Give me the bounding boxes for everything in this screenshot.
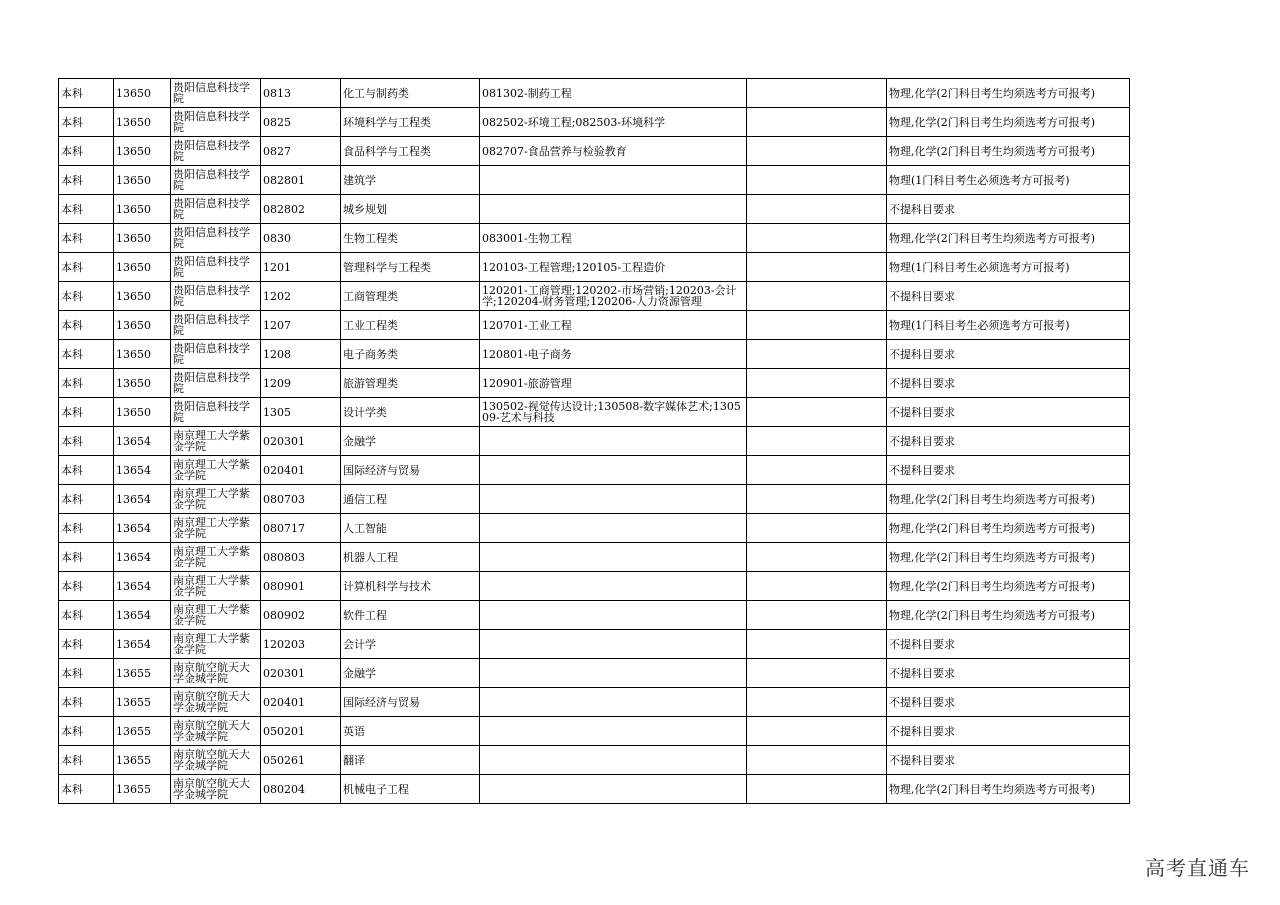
school-name-cell: 南京理工大学紫金学院 [171,485,261,514]
major-name-cell: 通信工程 [341,485,480,514]
school-code-cell: 13650 [114,282,171,311]
sub-majors-cell [480,195,747,224]
school-name-cell: 贵阳信息科技学院 [171,79,261,108]
school-name-cell: 贵阳信息科技学院 [171,398,261,427]
level-cell: 本科 [59,224,114,253]
table-row [59,746,1130,775]
school-name-cell: 贵阳信息科技学院 [171,253,261,282]
note-cell [747,543,887,572]
major-code-cell: 020301 [261,659,341,688]
major-name-cell: 城乡规划 [341,195,480,224]
level-cell: 本科 [59,514,114,543]
subject-requirement-cell: 物理,化学(2门科目考生均须选考方可报考) [887,224,1130,253]
table-row [59,108,1130,137]
major-code-cell: 080717 [261,514,341,543]
subject-requirement-cell: 物理,化学(2门科目考生均须选考方可报考) [887,79,1130,108]
major-name-cell: 金融学 [341,659,480,688]
note-cell [747,746,887,775]
major-name-cell: 电子商务类 [341,340,480,369]
level-cell: 本科 [59,340,114,369]
school-code-cell: 13650 [114,253,171,282]
school-name-cell: 贵阳信息科技学院 [171,195,261,224]
sub-majors-cell: 120801-电子商务 [480,340,747,369]
subject-requirement-cell: 不提科目要求 [887,427,1130,456]
table-row [59,282,1130,311]
school-code-cell: 13650 [114,195,171,224]
subject-requirement-cell: 物理,化学(2门科目考生均须选考方可报考) [887,485,1130,514]
admission-requirements-table [58,78,1130,804]
subject-requirement-cell: 不提科目要求 [887,369,1130,398]
sub-majors-cell: 120201-工商管理;120202-市场营销;120203-会计学;120204-财务管理;120206-人力资源管理 [480,282,747,311]
school-name-cell: 贵阳信息科技学院 [171,224,261,253]
sub-majors-cell [480,456,747,485]
note-cell [747,456,887,485]
subject-requirement-cell: 不提科目要求 [887,630,1130,659]
school-code-cell: 13650 [114,311,171,340]
subject-requirement-cell: 物理,化学(2门科目考生均须选考方可报考) [887,601,1130,630]
table-row [59,485,1130,514]
table-row [59,166,1130,195]
table-row [59,79,1130,108]
subject-requirement-cell: 不提科目要求 [887,456,1130,485]
school-name-cell: 南京航空航天大学金城学院 [171,659,261,688]
major-code-cell: 1207 [261,311,341,340]
school-name-cell: 贵阳信息科技学院 [171,108,261,137]
sub-majors-cell: 082502-环境工程;082503-环境科学 [480,108,747,137]
note-cell [747,369,887,398]
major-code-cell: 1208 [261,340,341,369]
sub-majors-cell: 120901-旅游管理 [480,369,747,398]
school-name-cell: 南京航空航天大学金城学院 [171,775,261,804]
major-name-cell: 机械电子工程 [341,775,480,804]
level-cell: 本科 [59,746,114,775]
table-row [59,340,1130,369]
note-cell [747,398,887,427]
school-code-cell: 13654 [114,543,171,572]
school-code-cell: 13655 [114,775,171,804]
major-code-cell: 1202 [261,282,341,311]
subject-requirement-cell: 物理,化学(2门科目考生均须选考方可报考) [887,572,1130,601]
level-cell: 本科 [59,717,114,746]
table-row [59,224,1130,253]
table-row [59,543,1130,572]
major-code-cell: 020301 [261,427,341,456]
sub-majors-cell [480,572,747,601]
subject-requirement-cell: 物理,化学(2门科目考生均须选考方可报考) [887,108,1130,137]
subject-requirement-cell: 不提科目要求 [887,688,1130,717]
level-cell: 本科 [59,456,114,485]
note-cell [747,659,887,688]
level-cell: 本科 [59,253,114,282]
subject-requirement-cell: 不提科目要求 [887,659,1130,688]
school-name-cell: 贵阳信息科技学院 [171,282,261,311]
note-cell [747,775,887,804]
table-row [59,137,1130,166]
major-name-cell: 人工智能 [341,514,480,543]
sub-majors-cell [480,514,747,543]
level-cell: 本科 [59,311,114,340]
note-cell [747,311,887,340]
table-row [59,369,1130,398]
major-code-cell: 1305 [261,398,341,427]
major-name-cell: 食品科学与工程类 [341,137,480,166]
table-row [59,572,1130,601]
major-code-cell: 080901 [261,572,341,601]
note-cell [747,79,887,108]
major-name-cell: 会计学 [341,630,480,659]
major-code-cell: 050261 [261,746,341,775]
sub-majors-cell [480,688,747,717]
school-code-cell: 13650 [114,79,171,108]
major-name-cell: 计算机科学与技术 [341,572,480,601]
major-name-cell: 软件工程 [341,601,480,630]
note-cell [747,166,887,195]
table-row [59,398,1130,427]
school-name-cell: 贵阳信息科技学院 [171,311,261,340]
school-name-cell: 南京理工大学紫金学院 [171,427,261,456]
table-row [59,427,1130,456]
school-code-cell: 13650 [114,166,171,195]
school-name-cell: 贵阳信息科技学院 [171,166,261,195]
major-name-cell: 化工与制药类 [341,79,480,108]
school-name-cell: 贵阳信息科技学院 [171,137,261,166]
school-code-cell: 13655 [114,688,171,717]
major-name-cell: 国际经济与贸易 [341,688,480,717]
school-code-cell: 13650 [114,137,171,166]
school-code-cell: 13654 [114,572,171,601]
table-row [59,630,1130,659]
major-name-cell: 建筑学 [341,166,480,195]
sub-majors-cell [480,485,747,514]
major-code-cell: 020401 [261,456,341,485]
major-name-cell: 国际经济与贸易 [341,456,480,485]
note-cell [747,282,887,311]
school-code-cell: 13654 [114,427,171,456]
subject-requirement-cell: 不提科目要求 [887,717,1130,746]
sub-majors-cell [480,659,747,688]
watermark-text: 高考直通车 [1145,856,1250,880]
table-body [59,79,1130,804]
school-name-cell: 南京理工大学紫金学院 [171,601,261,630]
major-name-cell: 英语 [341,717,480,746]
note-cell [747,485,887,514]
table-row [59,456,1130,485]
subject-requirement-cell: 不提科目要求 [887,282,1130,311]
subject-requirement-cell: 物理,化学(2门科目考生均须选考方可报考) [887,514,1130,543]
school-name-cell: 南京理工大学紫金学院 [171,543,261,572]
school-name-cell: 南京理工大学紫金学院 [171,572,261,601]
school-name-cell: 贵阳信息科技学院 [171,369,261,398]
level-cell: 本科 [59,369,114,398]
note-cell [747,137,887,166]
major-name-cell: 机器人工程 [341,543,480,572]
major-name-cell: 工商管理类 [341,282,480,311]
subject-requirement-cell: 物理,化学(2门科目考生均须选考方可报考) [887,137,1130,166]
sub-majors-cell [480,717,747,746]
level-cell: 本科 [59,601,114,630]
major-name-cell: 工业工程类 [341,311,480,340]
sub-majors-cell: 082707-食品营养与检验教育 [480,137,747,166]
table-row [59,195,1130,224]
major-name-cell: 管理科学与工程类 [341,253,480,282]
major-code-cell: 080204 [261,775,341,804]
school-code-cell: 13654 [114,485,171,514]
subject-requirement-cell: 物理(1门科目考生必须选考方可报考) [887,253,1130,282]
major-code-cell: 0830 [261,224,341,253]
level-cell: 本科 [59,166,114,195]
school-name-cell: 南京航空航天大学金城学院 [171,717,261,746]
major-code-cell: 120203 [261,630,341,659]
level-cell: 本科 [59,630,114,659]
school-name-cell: 南京理工大学紫金学院 [171,630,261,659]
level-cell: 本科 [59,688,114,717]
subject-requirement-cell: 不提科目要求 [887,398,1130,427]
level-cell: 本科 [59,282,114,311]
school-code-cell: 13655 [114,746,171,775]
major-code-cell: 0827 [261,137,341,166]
level-cell: 本科 [59,427,114,456]
note-cell [747,224,887,253]
school-code-cell: 13650 [114,108,171,137]
major-code-cell: 080902 [261,601,341,630]
sub-majors-cell [480,630,747,659]
major-code-cell: 1201 [261,253,341,282]
school-code-cell: 13654 [114,514,171,543]
major-code-cell: 082801 [261,166,341,195]
major-name-cell: 金融学 [341,427,480,456]
level-cell: 本科 [59,108,114,137]
table-row [59,688,1130,717]
sub-majors-cell [480,166,747,195]
subject-requirement-cell: 物理(1门科目考生必须选考方可报考) [887,311,1130,340]
table-row [59,311,1130,340]
table-row [59,253,1130,282]
sub-majors-cell: 081302-制药工程 [480,79,747,108]
school-name-cell: 南京理工大学紫金学院 [171,456,261,485]
level-cell: 本科 [59,775,114,804]
sub-majors-cell [480,427,747,456]
school-code-cell: 13650 [114,369,171,398]
major-code-cell: 080803 [261,543,341,572]
major-code-cell: 0813 [261,79,341,108]
school-code-cell: 13654 [114,630,171,659]
level-cell: 本科 [59,572,114,601]
table-row [59,514,1130,543]
school-name-cell: 贵阳信息科技学院 [171,340,261,369]
school-code-cell: 13654 [114,456,171,485]
major-name-cell: 翻译 [341,746,480,775]
level-cell: 本科 [59,659,114,688]
note-cell [747,427,887,456]
note-cell [747,514,887,543]
note-cell [747,108,887,137]
sub-majors-cell: 120103-工程管理;120105-工程造价 [480,253,747,282]
level-cell: 本科 [59,195,114,224]
level-cell: 本科 [59,79,114,108]
table-row [59,775,1130,804]
note-cell [747,601,887,630]
table-row [59,601,1130,630]
subject-requirement-cell: 物理(1门科目考生必须选考方可报考) [887,166,1130,195]
note-cell [747,688,887,717]
major-name-cell: 生物工程类 [341,224,480,253]
sub-majors-cell [480,601,747,630]
major-code-cell: 020401 [261,688,341,717]
school-code-cell: 13655 [114,717,171,746]
subject-requirement-cell: 不提科目要求 [887,746,1130,775]
table-row [59,659,1130,688]
school-name-cell: 南京理工大学紫金学院 [171,514,261,543]
subject-requirement-cell: 物理,化学(2门科目考生均须选考方可报考) [887,775,1130,804]
school-code-cell: 13655 [114,659,171,688]
sub-majors-cell [480,775,747,804]
major-code-cell: 080703 [261,485,341,514]
level-cell: 本科 [59,485,114,514]
major-code-cell: 1209 [261,369,341,398]
note-cell [747,572,887,601]
major-name-cell: 设计学类 [341,398,480,427]
school-code-cell: 13654 [114,601,171,630]
level-cell: 本科 [59,137,114,166]
sub-majors-cell: 083001-生物工程 [480,224,747,253]
sub-majors-cell: 130502-视觉传达设计;130508-数字媒体艺术;130509-艺术与科技 [480,398,747,427]
level-cell: 本科 [59,398,114,427]
school-code-cell: 13650 [114,340,171,369]
school-code-cell: 13650 [114,224,171,253]
major-code-cell: 0825 [261,108,341,137]
level-cell: 本科 [59,543,114,572]
major-code-cell: 050201 [261,717,341,746]
subject-requirement-cell: 不提科目要求 [887,195,1130,224]
sub-majors-cell [480,746,747,775]
sub-majors-cell [480,543,747,572]
note-cell [747,195,887,224]
school-name-cell: 南京航空航天大学金城学院 [171,746,261,775]
subject-requirement-cell: 物理,化学(2门科目考生均须选考方可报考) [887,543,1130,572]
major-name-cell: 旅游管理类 [341,369,480,398]
table-row [59,717,1130,746]
note-cell [747,253,887,282]
note-cell [747,630,887,659]
note-cell [747,717,887,746]
sub-majors-cell: 120701-工业工程 [480,311,747,340]
note-cell [747,340,887,369]
major-code-cell: 082802 [261,195,341,224]
school-code-cell: 13650 [114,398,171,427]
school-name-cell: 南京航空航天大学金城学院 [171,688,261,717]
subject-requirement-cell: 不提科目要求 [887,340,1130,369]
major-name-cell: 环境科学与工程类 [341,108,480,137]
